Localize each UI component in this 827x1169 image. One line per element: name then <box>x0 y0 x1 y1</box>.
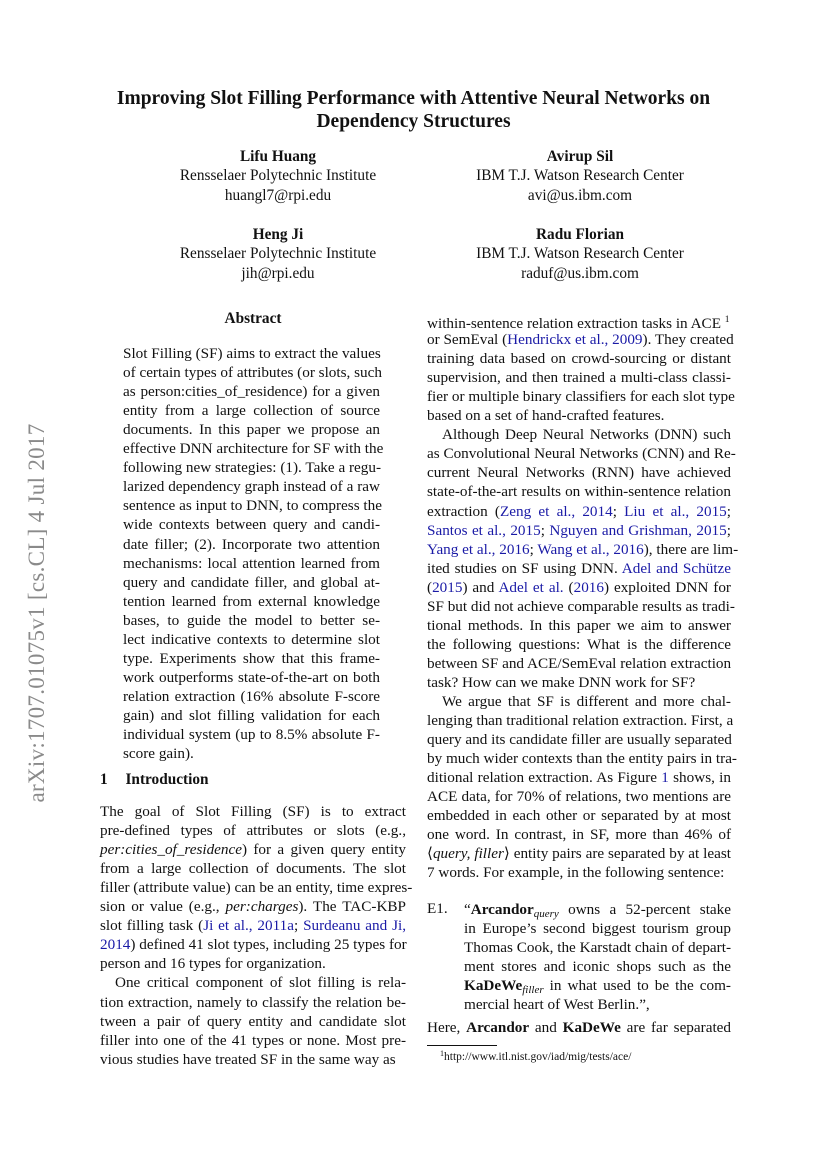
text-line <box>100 1012 406 1031</box>
text-run: tional methods. In this paper we aim to answer <box>427 616 731 634</box>
text-run: Slot Filling (SF) aims to extract the values <box>123 345 381 362</box>
text-run: individual system (up to 8.5% absolute F- <box>123 726 380 743</box>
citation-link[interactable]: Surdeanu and Ji, <box>303 917 407 935</box>
author-block <box>128 225 428 283</box>
text-run: as person:cities_of_residence) for a given <box>123 383 380 401</box>
author-affiliation: Rensselaer Polytechnic Institute <box>179 167 377 185</box>
citation-link[interactable]: Hendrickx et al., 2009 <box>507 331 643 349</box>
text-run: sion or value (e.g., <box>100 898 226 916</box>
citation-link[interactable]: Ji et al., 2011a <box>203 917 294 935</box>
text-line <box>123 515 380 534</box>
text-run: ⟨ <box>427 845 433 863</box>
text-line <box>427 578 731 597</box>
author-affiliation: IBM T.J. Watson Research Center <box>476 167 684 185</box>
text-line <box>123 439 384 458</box>
text-line <box>427 330 734 349</box>
author-block <box>430 147 730 205</box>
text-line <box>427 463 731 482</box>
text-line <box>427 806 731 825</box>
text-run: lect indicative contexts to determine slot <box>123 630 380 648</box>
text-line <box>464 995 731 1014</box>
text-line <box>427 387 735 406</box>
citation-link[interactable]: Wang et al., 2016 <box>537 540 644 558</box>
text-line <box>123 382 380 401</box>
text-run: larized dependency graph instead of a raw <box>123 478 380 496</box>
text-line <box>123 477 380 496</box>
text-run: within-sentence relation extraction tasks in ACE <box>427 315 725 332</box>
text-run: of certain types of attributes (or slots, such <box>123 364 382 382</box>
author-email: huangl7@rpi.edu <box>224 186 332 204</box>
text-line <box>100 916 406 935</box>
text-run: in what used to be the com- <box>543 977 731 995</box>
text-run: ). They created <box>642 331 734 349</box>
text-line <box>100 821 406 840</box>
author-block <box>128 147 428 205</box>
text-run: person and 16 types for organization. <box>100 955 326 973</box>
text-run: as Convolutional Neural Networks (CNN) and Re- <box>427 445 736 463</box>
text-run: tween a pair of query entity and candidate slot <box>100 1012 406 1030</box>
text-line <box>123 630 380 649</box>
text-run: ) defined 41 slot types, including 25 types for <box>130 936 407 954</box>
text-line <box>464 919 731 938</box>
text-run: filler (attribute value) can be an entity, time expres- <box>100 879 413 897</box>
text-run: ( <box>563 578 574 596</box>
text-run: KaDeWe <box>464 977 523 995</box>
text-run: shows, in <box>668 769 731 787</box>
text-run: KaDeWe <box>562 1019 621 1036</box>
text-line <box>123 592 380 611</box>
example-label: E1. <box>427 900 448 917</box>
text-line <box>123 573 380 592</box>
section-number: 1 <box>100 771 108 788</box>
text-line <box>123 744 380 763</box>
text-run: 7 words. For example, in the following sentence: <box>427 864 725 882</box>
text-run: query, filler <box>432 845 504 863</box>
text-line <box>427 673 731 692</box>
text-line <box>123 725 380 744</box>
text-run: by much wider contexts than the entity pairs in tra- <box>427 750 737 768</box>
text-line <box>123 649 380 668</box>
text-run: ditional relation extraction. As Figure <box>427 769 662 787</box>
text-run: Arcandor <box>466 1019 530 1036</box>
text-run: supervision, and then trained a multi-class classi- <box>427 369 731 387</box>
author-name: Avirup Sil <box>546 148 614 165</box>
text-run: are far separated <box>620 1019 731 1036</box>
text-run: mercial heart of West Berlin.”, <box>464 996 650 1014</box>
text-line <box>427 521 731 540</box>
text-run: ), there are lim- <box>643 540 739 558</box>
author-email: avi@us.ibm.com <box>527 186 633 204</box>
citation-link[interactable]: 1 <box>661 769 669 787</box>
text-run: ; <box>612 502 625 520</box>
text-line <box>427 711 734 730</box>
text-run: type. Experiments show that this frame- <box>123 649 380 667</box>
author-email: jih@rpi.edu <box>241 264 315 282</box>
text-line <box>123 363 380 382</box>
text-line <box>100 897 406 916</box>
text-line <box>427 1018 731 1037</box>
abstract-heading: Abstract <box>224 310 282 327</box>
text-line <box>427 768 731 787</box>
text-run: ) exploited DNN for <box>603 578 731 596</box>
text-run: ; <box>540 521 550 539</box>
text-line <box>464 957 731 976</box>
text-run: Here, <box>427 1019 467 1036</box>
text-run: ment stores and iconic shops such as the <box>464 958 731 976</box>
text-line <box>427 368 731 387</box>
text-line <box>427 730 731 749</box>
text-run: and <box>529 1019 563 1036</box>
text-run: Thomas Cook, the Karstadt chain of depart- <box>464 939 731 957</box>
text-run: ). The TAC-KBP <box>298 898 406 916</box>
text-line <box>464 938 731 957</box>
text-run: query and its candidate filler are usually separated <box>427 731 732 749</box>
citation-link[interactable]: Adel and Schütze <box>621 559 731 577</box>
text-run: one word. In contrast, in SF, more than 46% of <box>427 826 731 844</box>
text-run: embedded in each other or separated by at most <box>427 807 731 825</box>
text-run: relation extraction (16% absolute F-score <box>123 687 380 705</box>
text-run: owns a 52-percent stake <box>558 901 731 918</box>
text-run: between SF and ACE/SemEval relation extraction <box>427 654 732 672</box>
text-run: training data based on crowd-sourcing or distant <box>427 350 731 368</box>
text-line <box>123 401 380 420</box>
text-line <box>427 502 731 521</box>
footnote-mark: 1 <box>440 1049 444 1058</box>
author-name: Lifu Huang <box>239 148 317 165</box>
text-run: effective DNN architecture for SF with the <box>123 440 384 458</box>
text-run: from a large collection of documents. The slot <box>100 860 406 878</box>
text-run: One critical component of slot filling is rela- <box>115 974 406 992</box>
text-line <box>442 692 731 711</box>
text-line <box>100 802 406 821</box>
text-run: based on a set of hand-crafted features. <box>427 407 665 425</box>
citation-link[interactable]: Nguyen and Grishman, 2015 <box>549 521 727 539</box>
text-line <box>427 787 731 806</box>
text-line <box>427 482 731 501</box>
text-run: date filler; (2). Incorporate two attention <box>123 535 380 553</box>
text-line <box>100 859 406 878</box>
text-line <box>427 349 731 368</box>
text-line <box>427 844 731 863</box>
text-run: ACE data, for 70% of relations, two mentions are <box>427 788 731 806</box>
text-run: sentence as input to DNN, to compress the <box>123 497 382 515</box>
text-run: entity from a large collection of source <box>123 402 380 420</box>
text-line <box>123 611 380 630</box>
text-run: ; <box>529 540 538 558</box>
text-run: gain) and slot filling validation for each <box>123 706 380 724</box>
text-line <box>427 616 731 635</box>
text-line <box>123 420 380 439</box>
citation-link[interactable]: 2016 <box>573 578 604 596</box>
text-line <box>427 749 737 768</box>
text-line <box>100 840 406 859</box>
text-run: extraction ( <box>427 502 500 520</box>
text-line <box>123 706 380 725</box>
text-run: “ <box>464 901 471 918</box>
text-run: lenging than traditional relation extraction. First, a <box>427 712 734 730</box>
text-run: documents. In this paper we propose an <box>123 421 380 439</box>
text-run: ⟩ entity pairs are separated by at least <box>503 845 731 863</box>
text-run: wide contexts between query and candi- <box>123 516 380 534</box>
text-run: ited studies on SF using DNN. <box>427 559 622 577</box>
text-run: fier or multiple binary classifiers for each slot type <box>427 388 735 406</box>
section-heading <box>100 771 209 789</box>
citation-link[interactable]: Zeng et al., 2014 <box>500 502 613 520</box>
text-run: We argue that SF is different and more chal- <box>442 693 731 710</box>
text-run: slot filling task ( <box>100 917 204 935</box>
text-run: state-of-the-art results on within-sentence relation <box>427 483 731 501</box>
text-line <box>427 559 731 578</box>
text-run: current Neural Networks (RNN) have achieved <box>427 464 731 482</box>
paper-title-line-2: Dependency Structures <box>316 111 511 132</box>
citation-link[interactable]: 2014 <box>100 936 131 954</box>
text-run: bases, to guide the model to better se- <box>123 611 380 629</box>
text-run: ( <box>427 578 433 596</box>
citation-link[interactable]: Adel et al. <box>498 578 564 596</box>
text-run: filler into one of the 41 types or none. Most pre- <box>100 1031 406 1049</box>
text-line <box>427 406 731 425</box>
text-line <box>100 1031 406 1050</box>
author-name: Heng Ji <box>252 226 304 243</box>
text-run: mechanisms: local attention learned from <box>123 554 380 572</box>
text-run: 1 <box>724 315 730 325</box>
text-run: or SemEval ( <box>427 331 508 349</box>
text-run: task? How can we make DNN work for SF? <box>427 673 696 691</box>
author-block <box>430 225 730 283</box>
footnote-text: http://www.itl.nist.gov/iad/mig/tests/ace/ <box>444 1051 632 1063</box>
text-run: ; <box>726 521 731 539</box>
text-run: the following questions: What is the difference <box>427 635 731 653</box>
text-run: tention learned from external knowledge <box>123 592 380 610</box>
text-run: Although Deep Neural Networks (DNN) such <box>442 426 731 444</box>
author-affiliation: Rensselaer Polytechnic Institute <box>179 245 377 263</box>
text-line <box>123 344 380 363</box>
citation-link[interactable]: Liu et al., 2015 <box>624 502 727 520</box>
text-line <box>123 458 380 477</box>
text-run: ; <box>726 502 731 520</box>
text-line <box>100 878 413 897</box>
text-line <box>123 687 380 706</box>
text-line <box>115 973 406 992</box>
citation-link[interactable]: Yang et al., 2016 <box>427 540 530 558</box>
text-run: Arcandor <box>470 901 534 918</box>
author-email: raduf@us.ibm.com <box>521 264 639 282</box>
text-run: tion extraction, namely to classify the relation be- <box>100 993 406 1011</box>
text-line <box>427 654 731 673</box>
section-title: Introduction <box>125 771 209 788</box>
citation-link[interactable]: Santos et al., 2015 <box>427 521 541 539</box>
footnote-rule <box>427 1045 497 1046</box>
text-line <box>123 554 380 573</box>
text-run: score gain). <box>123 745 194 763</box>
text-run: pre-defined types of attributes or slots (e.g., <box>100 822 406 840</box>
footnote <box>440 1049 631 1063</box>
text-line <box>427 635 731 654</box>
text-line <box>427 444 736 463</box>
text-line <box>100 993 406 1012</box>
text-line <box>427 540 739 559</box>
text-run: per:charges <box>225 898 299 916</box>
text-run: filler <box>522 984 544 997</box>
text-run: in Europe’s second biggest tourism group <box>464 920 731 938</box>
text-line <box>100 1050 406 1069</box>
paper-title-line-1: Improving Slot Filling Performance with Attentive Neural Networks on <box>116 88 711 109</box>
text-run: work outperforms state-of-the-art on both <box>123 668 380 686</box>
text-run: The goal of Slot Filling (SF) is to extract <box>100 803 406 820</box>
text-run: per:cities_of_residence <box>100 841 242 859</box>
citation-link[interactable]: 2015 <box>432 578 463 596</box>
text-line <box>100 954 406 973</box>
text-line <box>100 935 406 954</box>
text-line <box>123 668 380 687</box>
text-line <box>123 535 380 554</box>
text-line <box>442 425 731 444</box>
author-name: Radu Florian <box>536 226 624 243</box>
text-run: following new strategies: (1). Take a regu- <box>123 459 382 477</box>
text-run: ; <box>293 917 304 935</box>
text-line <box>427 597 735 616</box>
text-run: SF but did not achieve comparable results as tradi- <box>427 597 735 615</box>
author-affiliation: IBM T.J. Watson Research Center <box>476 245 684 263</box>
text-line <box>427 825 731 844</box>
text-run: vious studies have treated SF in the same way as <box>100 1050 396 1068</box>
text-run: query <box>533 908 559 920</box>
arxiv-stamp: arXiv:1707.01075v1 [cs.CL] 4 Jul 2017 <box>24 423 49 803</box>
text-run: query and candidate filler, and global at- <box>123 573 380 591</box>
text-line <box>427 863 731 882</box>
text-run: ) and <box>462 578 499 596</box>
text-run: ) for a given query entity <box>241 841 406 859</box>
text-line <box>123 496 380 515</box>
